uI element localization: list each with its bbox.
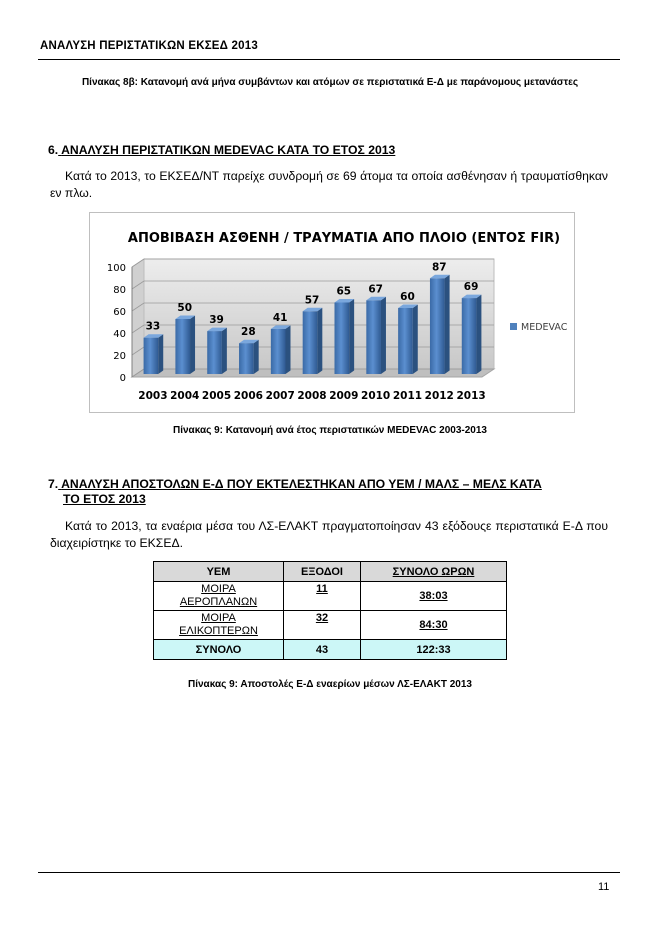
bar-2005 — [207, 331, 222, 374]
y-tick-label: 100 — [106, 263, 126, 274]
data-label-2005: 39 — [209, 314, 224, 327]
bar-side — [158, 334, 163, 374]
caption-table-9-chart: Πίνακας 9: Κατανομή ανά έτος περιστατικών MEDEVAC 2003-2013 — [173, 425, 487, 436]
medevac-chart-svg — [90, 213, 574, 412]
section-7-paragraph-text: Κατά το 2013, τα εναέρια μέσα του ΛΣ-ΕΛΑΚΤ πραγματοποίησαν 43 εξόδουςε περιστατικά Ε-Δ που διαχειρίστηκε το ΕΚΣΕΔ. — [50, 519, 608, 550]
table-header-row — [154, 562, 507, 582]
table-cell-unit — [154, 611, 284, 640]
bar-side — [381, 297, 386, 374]
legend-swatch — [510, 323, 517, 330]
y-tick-label: 60 — [113, 307, 126, 318]
bar-2013 — [462, 298, 477, 374]
data-label-2012: 87 — [431, 261, 447, 274]
bar-side — [254, 340, 259, 374]
header-divider — [38, 59, 620, 60]
data-label-2010: 67 — [368, 283, 383, 296]
chart-side-wall — [132, 259, 144, 377]
footer-divider — [38, 872, 620, 873]
bar-2006 — [239, 343, 254, 374]
caption-table-8b: Πίνακας 8β: Κατανομή ανά μήνα συμβάντων και ατόμων σε περιστατικά Ε-Δ με παράνομους μετανάστες — [81, 77, 579, 88]
section-7-heading — [48, 477, 542, 507]
missions-table — [153, 561, 507, 660]
medevac-chart — [89, 212, 575, 413]
y-tick-label: 20 — [113, 351, 126, 362]
table-cell-unit — [154, 582, 284, 611]
y-tick-label: 80 — [113, 285, 126, 296]
x-tick-label-2006: 2006 — [233, 390, 263, 402]
bar-side — [476, 295, 481, 374]
x-tick-label-2007: 2007 — [265, 390, 295, 402]
table-header-unit: ΥΕΜ — [154, 562, 284, 582]
chart-title: ΑΠΟΒΙΒΑΣΗ ΑΣΘΕΝΗ / ΤΡΑΥΜΑΤΙΑ ΑΠΟ ΠΛΟΙΟ (ΕΝΤΟΣ FIR) — [127, 231, 561, 246]
page-number: 11 — [598, 881, 610, 893]
table-total-hours: 122:33 — [361, 640, 507, 660]
section-6-number: 6. — [48, 143, 59, 157]
table-row — [154, 611, 507, 640]
data-label-2003: 33 — [145, 320, 161, 333]
bar-side — [349, 299, 354, 374]
data-label-2013: 69 — [463, 281, 479, 294]
table-total-exits: 43 — [284, 640, 361, 660]
y-tick-label: 0 — [119, 373, 126, 384]
x-tick-label-2008: 2008 — [297, 390, 327, 402]
bar-side — [190, 316, 195, 375]
table-header-hours: ΣΥΝΟΛΟ ΩΡΩΝ — [361, 562, 507, 582]
table-header-exits: ΕΞΟΔΟΙ — [284, 562, 361, 582]
bar-2008 — [303, 311, 318, 374]
section-7-number: 7. — [48, 477, 59, 491]
data-label-2011: 60 — [400, 291, 415, 303]
unit-line1: ΜΟΙΡΑ — [201, 612, 236, 624]
x-tick-label-2012: 2012 — [424, 390, 454, 402]
table-cell-exits: 11 — [284, 582, 361, 611]
x-tick-label-2009: 2009 — [329, 390, 359, 402]
x-tick-label-2011: 2011 — [392, 390, 423, 402]
bar-2009 — [335, 303, 350, 375]
section-6-title: ΑΝΑΛΥΣΗ ΠΕΡΙΣΤΑΤΙΚΩΝ MEDEVAC ΚΑΤΑ ΤΟ ΕΤΟΣ 2013 — [61, 143, 396, 157]
table-cell-exits: 32 — [284, 611, 361, 640]
unit-line2: ΑΕΡΟΠΛΑΝΩΝ — [179, 596, 258, 608]
x-tick-label-2004: 2004 — [170, 390, 200, 402]
data-label-2008: 57 — [304, 294, 320, 307]
section-6-heading — [48, 143, 395, 158]
data-label-2009: 65 — [336, 285, 352, 298]
section-7-title-line1: ΑΝΑΛΥΣΗ ΑΠΟΣΤΟΛΩΝ Ε-Δ ΠΟΥ ΕΚΤΕΛΕΣΤΗΚΑΝ ΑΠΟ ΥΕΜ / ΜΑΛΣ – ΜΕΛΣ ΚΑΤΑ — [61, 477, 542, 491]
table-total-label: ΣΥΝΟΛΟ — [154, 640, 284, 660]
bar-side — [286, 325, 291, 374]
bar-2010 — [366, 300, 381, 374]
section-7-title-line2: ΤΟ ΕΤΟΣ 2013 — [63, 492, 146, 506]
data-label-2006: 28 — [241, 326, 256, 339]
table-total-row — [154, 640, 507, 660]
bar-side — [222, 328, 227, 374]
unit-line2: ΕΛΙΚΟΠΤΕΡΩΝ — [179, 625, 258, 637]
x-tick-label-2013: 2013 — [456, 390, 486, 402]
page-header-title: ΑΝΑΛΥΣΗ ΠΕΡΙΣΤΑΤΙΚΩΝ ΕΚΣΕΔ 2013 — [40, 40, 258, 52]
bar-2004 — [175, 319, 190, 374]
x-tick-label-2010: 2010 — [361, 390, 391, 402]
bar-2007 — [271, 329, 286, 374]
unit-line1: ΜΟΙΡΑ — [201, 583, 236, 595]
section-6-paragraph-text: Κατά το 2013, το ΕΚΣΕΔ/ΝΤ παρείχε συνδρομή σε 69 άτομα τα οποία ασθένησαν ή τραυματίσθηκαν εν πλω. — [50, 169, 608, 200]
bar-side — [445, 275, 450, 374]
table-row — [154, 582, 507, 611]
table-cell-hours: 38:03 — [361, 582, 507, 611]
bar-2003 — [144, 338, 159, 374]
bar-side — [413, 305, 418, 375]
bar-2012 — [430, 278, 445, 374]
section-6-paragraph — [50, 168, 608, 202]
bar-2011 — [398, 308, 413, 374]
legend-label: MEDEVAC — [521, 322, 568, 333]
data-label-2004: 50 — [177, 302, 193, 314]
x-tick-label-2003: 2003 — [138, 390, 168, 402]
x-tick-label-2005: 2005 — [201, 390, 232, 402]
data-label-2007: 41 — [272, 311, 288, 324]
bar-side — [317, 308, 322, 374]
table-cell-hours: 84:30 — [361, 611, 507, 640]
caption-table-9-missions: Πίνακας 9: Αποστολές Ε-Δ εναερίων μέσων ΛΣ-ΕΛΑΚΤ 2013 — [188, 679, 472, 690]
section-7-paragraph — [50, 518, 608, 552]
y-tick-label: 40 — [113, 329, 126, 340]
